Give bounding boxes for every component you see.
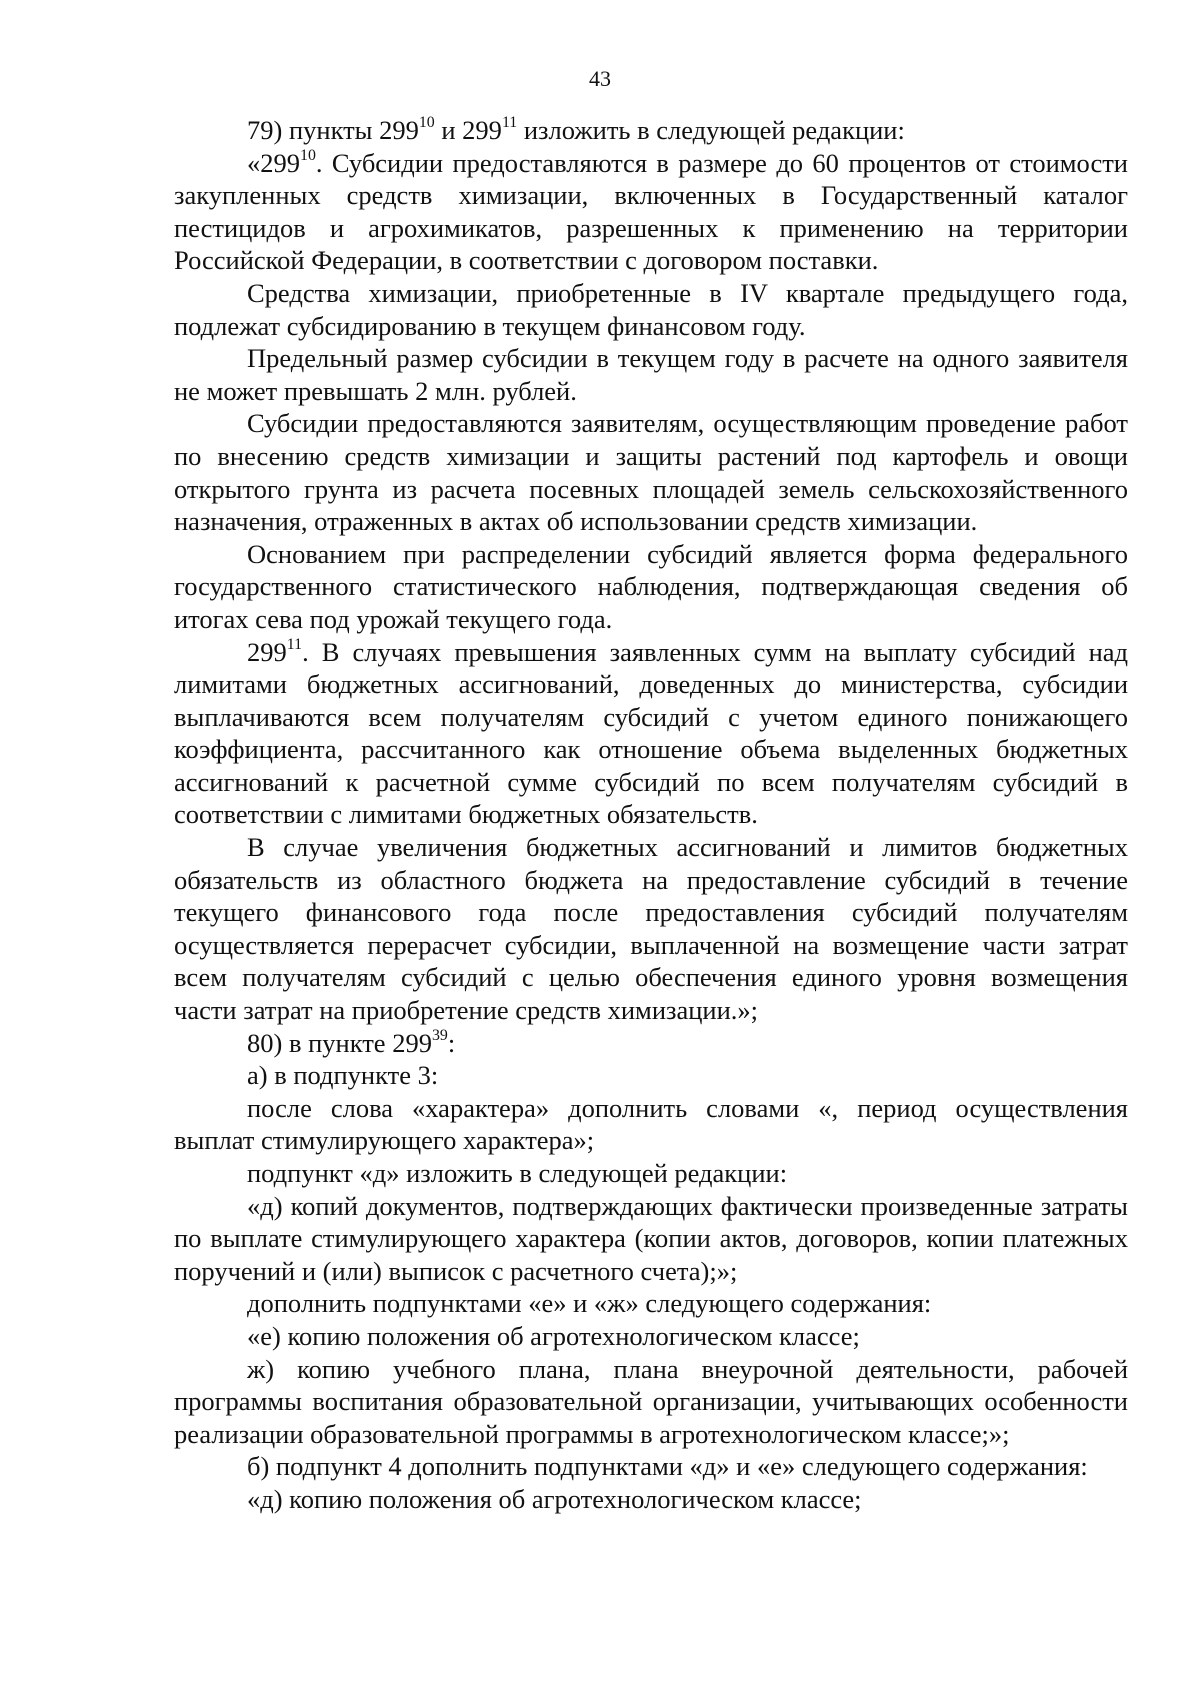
superscript: 10 [418, 114, 435, 132]
paragraph-text: Основанием при распределении субсидий является форма федерального государственного статистического наблюдения, подтверждающая сведения об итогах сева под урожай текущего года. [174, 538, 1128, 634]
paragraph [174, 1483, 1128, 1516]
paragraph [174, 1157, 1128, 1190]
paragraph-text: «д) копию положения об агротехнологическом классе; [247, 1483, 862, 1514]
page-number: 43 [589, 66, 611, 91]
paragraph-text: и 299 [434, 115, 502, 145]
paragraph [174, 114, 1128, 147]
paragraph-text: Субсидии предоставляются заявителям, осуществляющим проведение работ по внесению средств химизации и защиты растений под картофель и овощи открытого грунта из расчета посевных площадей земель сельскохозяйственного назначения, отраженных в актах об использовании средств химизации. [174, 408, 1128, 537]
paragraph-text: 80) в пункте 299 [247, 1027, 432, 1058]
paragraph-text: дополнить подпунктами «е» и «ж» следующего содержания: [247, 1288, 932, 1319]
paragraph [174, 1027, 1128, 1060]
paragraph-text: : [447, 1027, 456, 1058]
paragraph [174, 407, 1128, 537]
superscript: 10 [300, 146, 316, 164]
paragraph [174, 538, 1128, 636]
superscript: 11 [286, 635, 303, 653]
paragraph-text: В случае увеличения бюджетных ассигнований и лимитов бюджетных обязательств из областного бюджета на предоставление субсидий в течение текущего финансового года после предоставления субсидий получателям осуществляется перерасчет субсидии, выплаченной на возмещение части затрат всем получателям субсидий с целью обеспечения единого уровня возмещения части затрат на приобретение средств химизации.»; [174, 832, 1128, 1026]
paragraph [174, 636, 1128, 832]
paragraph [174, 147, 1128, 277]
paragraph [174, 1092, 1128, 1157]
paragraph-text: «299 [247, 147, 300, 178]
paragraph-text: изложить в следующей редакции: [517, 115, 905, 145]
paragraph-text: Предельный размер субсидии в текущем году в расчете на одного заявителя не может превышать 2 млн. рублей. [174, 343, 1128, 406]
paragraph [174, 342, 1128, 407]
paragraph-text: а) в подпункте 3: [247, 1060, 439, 1091]
paragraph [174, 1190, 1128, 1288]
paragraph [174, 831, 1128, 1027]
paragraph-text: . В случаях превышения заявленных сумм на выплату субсидий над лимитами бюджетных ассигнований, доведенных до министерства, субсидии выплачиваются всем получателям субсидий с учетом единого понижающего коэффициента, рассчитанного как отношение объема выделенных бюджетных ассигнований к расчетной сумме субсидий по всем получателям субсидий в соответствии с лимитами бюджетных обязательств. [174, 636, 1128, 830]
paragraph [174, 1059, 1128, 1092]
superscript: 11 [501, 114, 518, 132]
paragraph [174, 1450, 1128, 1483]
paragraph-text: Средства химизации, приобретенные в IV квартале предыдущего года, подлежат субсидированию в текущем финансовом году. [174, 277, 1128, 341]
paragraph-text: «е) копию положения об агротехнологическом классе; [247, 1320, 860, 1351]
paragraph-text: ж) копию учебного плана, плана внеурочной деятельности, рабочей программы воспитания образовательной организации, учитывающих особенности реализации образовательной программы в агротехнологическом классе;»; [174, 1353, 1128, 1449]
paragraph [174, 277, 1128, 342]
superscript: 39 [431, 1026, 448, 1044]
paragraph [174, 1320, 1128, 1353]
paragraph-text: б) подпункт 4 дополнить подпунктами «д» и «е» следующего содержания: [247, 1451, 1088, 1482]
paragraph-text: 299 [247, 636, 287, 667]
paragraph-text: «д) копий документов, подтверждающих фактически произведенные затраты по выплате стимулирующего характера (копии актов, договоров, копии платежных поручений и (или) выписок с расчетного счета);»; [174, 1190, 1128, 1286]
document-body [174, 114, 1128, 1516]
paragraph-text: подпункт «д» изложить в следующей редакции: [247, 1158, 788, 1188]
paragraph-text: после слова «характера» дополнить словами «, период осуществления выплат стимулирующего характера»; [174, 1092, 1128, 1156]
paragraph [174, 1353, 1128, 1451]
paragraph [174, 1287, 1128, 1320]
paragraph-text: 79) пункты 299 [247, 115, 419, 145]
paragraph-text: . Субсидии предоставляются в размере до 60 процентов от стоимости закупленных средств химизации, включенных в Государственный каталог пестицидов и агрохимикатов, разрешенных к применению на территории Российской Федерации, в соответствии с договором поставки. [174, 147, 1128, 276]
